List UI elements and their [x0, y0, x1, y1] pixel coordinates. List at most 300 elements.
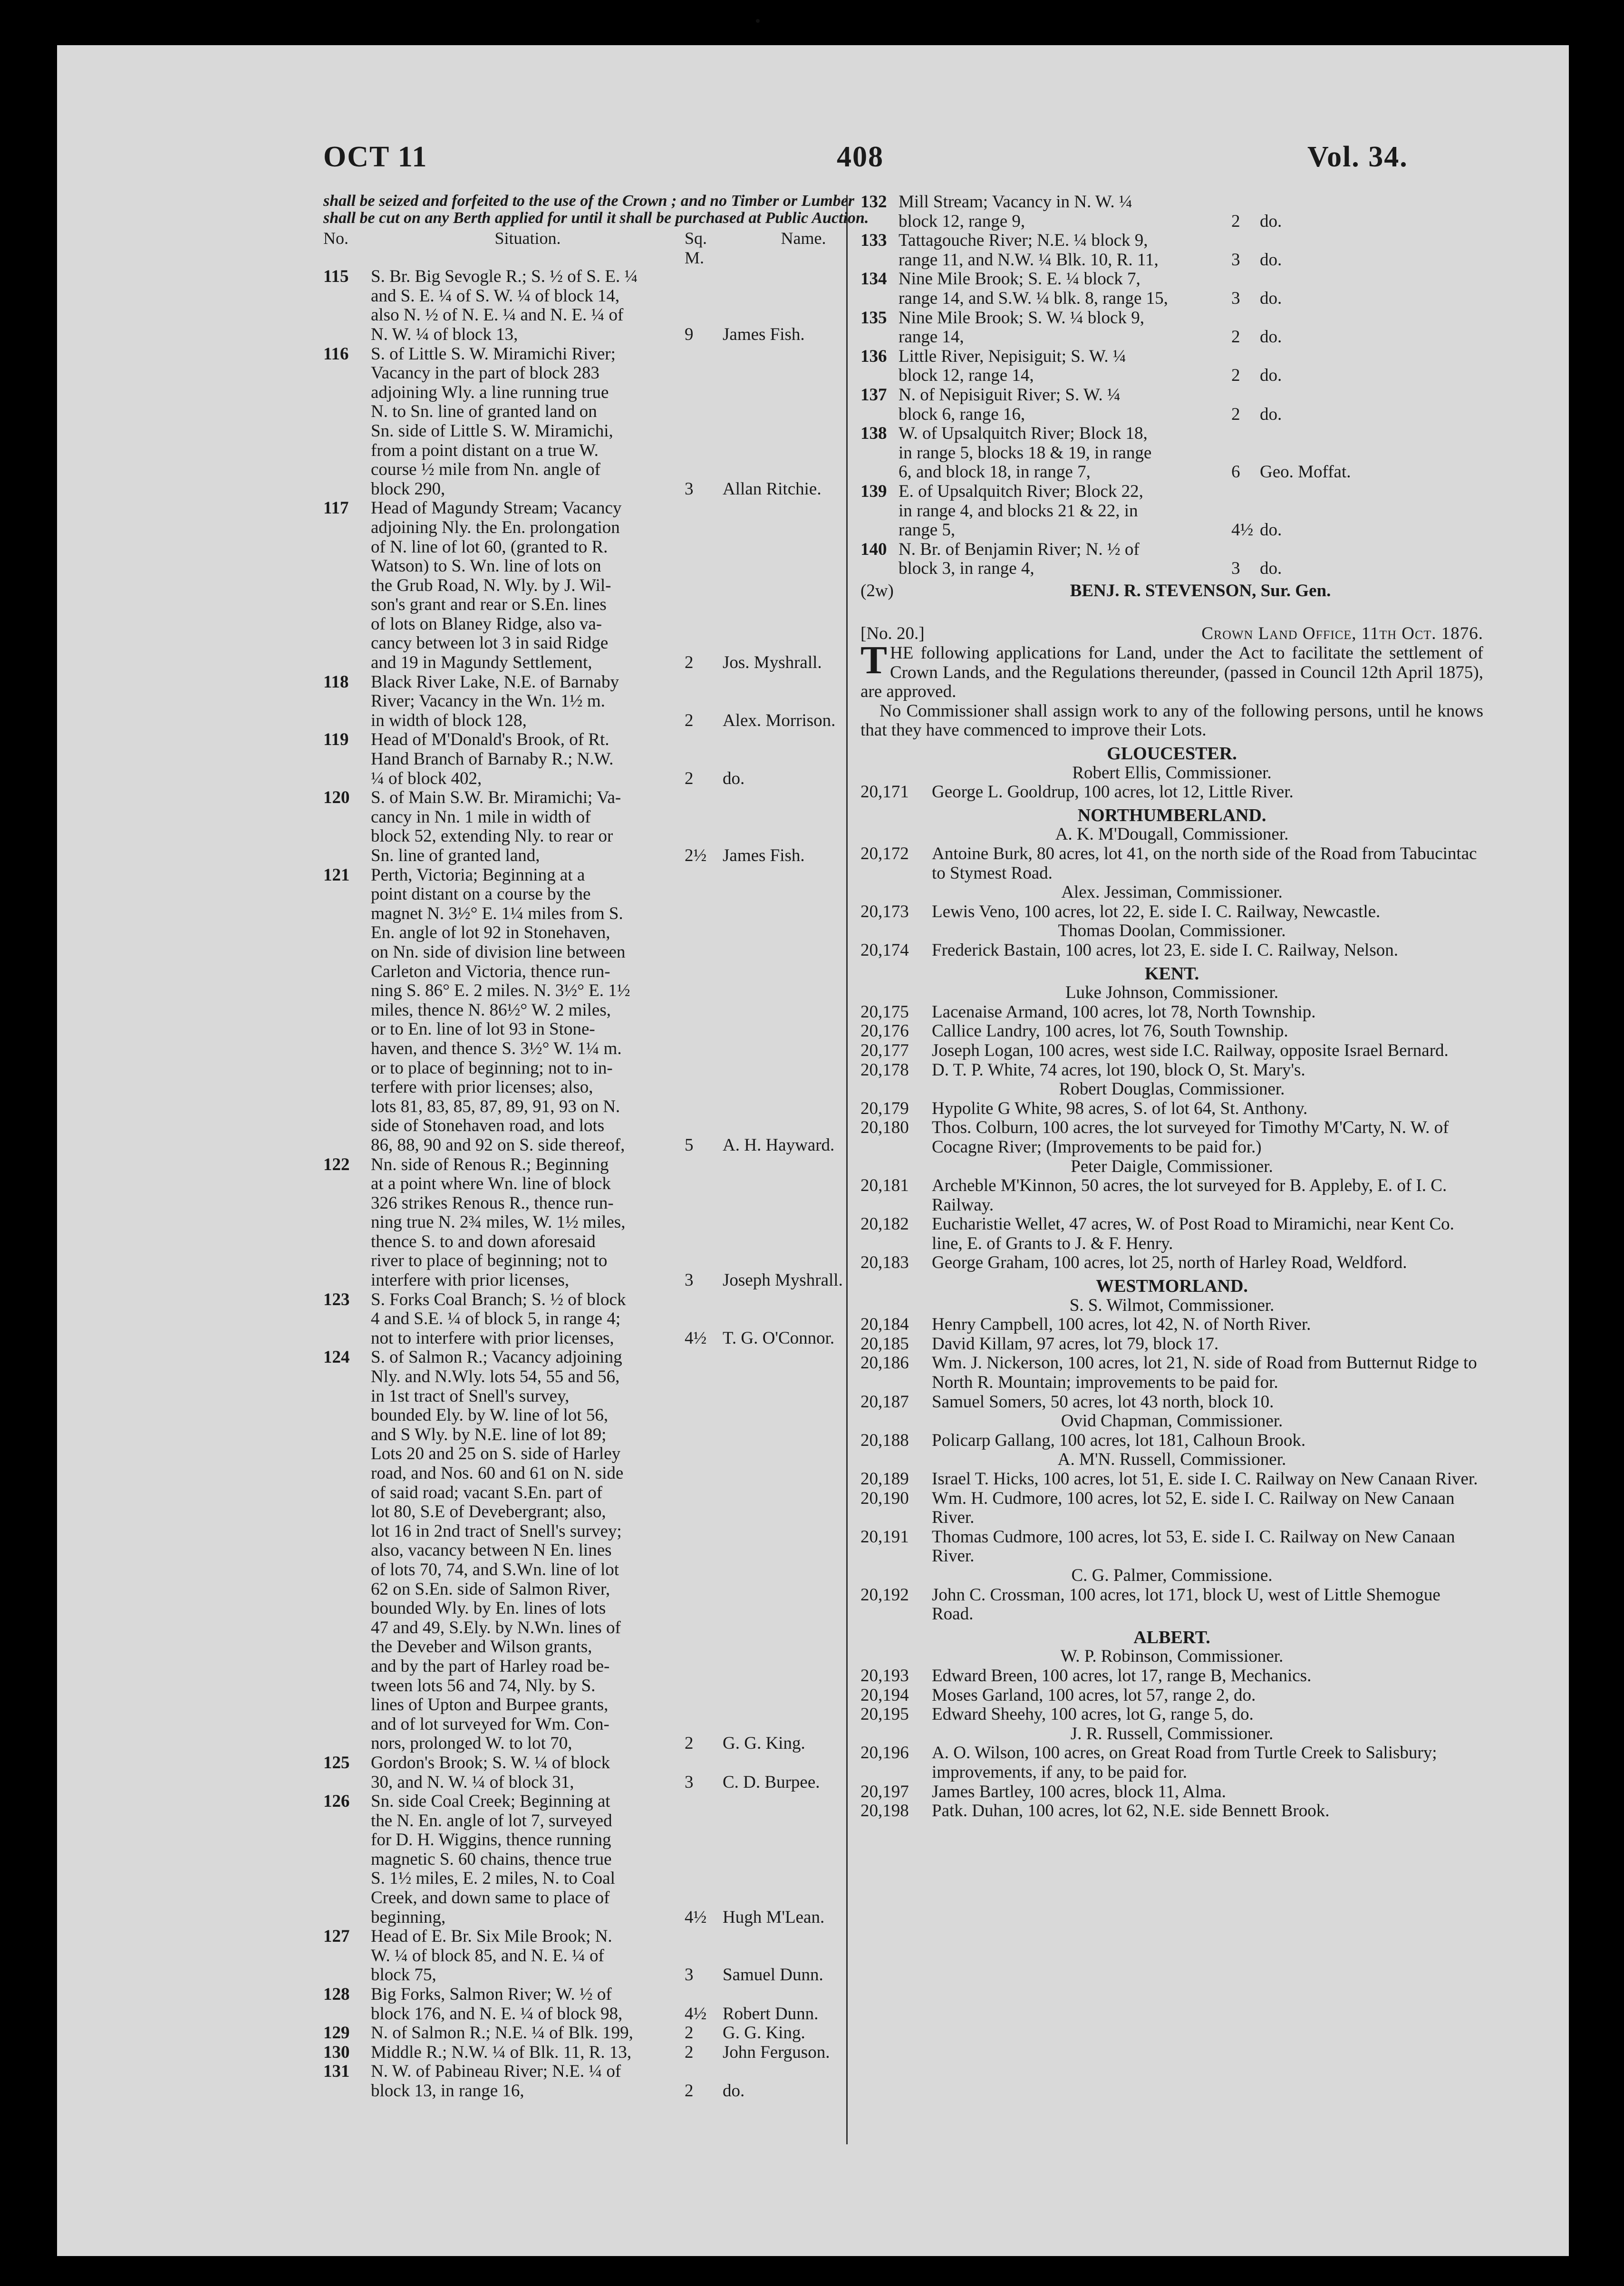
application-text: Policarp Gallang, 100 acres, lot 181, Calhoun Brook.: [932, 1430, 1306, 1450]
entry-situation: [899, 231, 1231, 270]
entry-situation: [371, 866, 685, 1155]
list-item: [860, 482, 1483, 540]
commissioner-name: S. S. Wilmot, Commissioner.: [1069, 1295, 1275, 1315]
entry-sqm: 2: [1231, 327, 1240, 347]
drop-cap: T: [860, 638, 888, 683]
application-entry: [860, 1354, 1483, 1392]
application-entry: [860, 1431, 1483, 1451]
situation-line: 326 strikes Renous R., thence run-: [371, 1193, 614, 1213]
commissioner-name: Alex. Jessiman, Commissioner.: [1061, 882, 1283, 902]
left-column: [323, 193, 889, 2101]
situation-line: lot 16 in 2nd tract of Snell's survey;: [371, 1521, 622, 1541]
notice-paragraph: [860, 702, 1483, 740]
application-entry: [860, 1686, 1483, 1705]
list-item: [323, 1290, 889, 1348]
situation-line: block 12, range 9,: [899, 211, 1025, 231]
list-item: [323, 345, 889, 499]
entry-situation: [371, 499, 685, 672]
situation-line: Carleton and Victoria, thence run-: [371, 961, 610, 981]
list-item: [860, 231, 1483, 270]
situation-line: magnetic S. 60 chains, thence true: [371, 1849, 612, 1869]
entry-sqm: 3: [1231, 559, 1240, 579]
application-number: 20,184: [860, 1315, 909, 1335]
situation-line: side of Stonehaven road, and lots: [371, 1116, 605, 1136]
situation-line: thence S. to and down aforesaid: [371, 1231, 596, 1251]
situation-line: Creek, and down same to place of: [371, 1888, 610, 1908]
application-entry: [860, 1586, 1483, 1624]
signature-tag: (2w): [860, 581, 894, 601]
application-entry: [860, 941, 1483, 960]
entry-name: C. D. Burpee.: [723, 1772, 820, 1792]
entry-number: 132: [860, 192, 887, 212]
situation-line: magnet N. 3½° E. 1¼ miles from S.: [371, 903, 623, 923]
commissioner-name: Thomas Doolan, Commissioner.: [1058, 921, 1286, 941]
application-text: A. O. Wilson, 100 acres, on Great Road from Turtle Creek to Salisbury; improvements, if any, to be paid for.: [932, 1743, 1437, 1782]
entry-name: do.: [1260, 366, 1282, 386]
application-number: 20,187: [860, 1392, 909, 1412]
situation-line: Sn. side of Little S. W. Miramichi,: [371, 421, 613, 441]
situation-line: block 13, in range 16,: [371, 2081, 524, 2101]
situation-line: course ½ mile from Nn. angle of: [371, 460, 600, 480]
entry-name: Samuel Dunn.: [723, 1965, 823, 1985]
application-entry: [860, 1744, 1483, 1782]
application-number: 20,171: [860, 782, 909, 802]
situation-line: Tattagouche River; N.E. ¼ block 9,: [899, 231, 1148, 251]
entry-name: do.: [1260, 327, 1282, 347]
entry-situation: [371, 1290, 685, 1348]
application-number: 20,179: [860, 1098, 909, 1118]
entry-name: Robert Dunn.: [723, 2004, 819, 2024]
application-entry: [860, 902, 1483, 922]
entry-name: T. G. O'Connor.: [723, 1328, 835, 1348]
application-text: Moses Garland, 100 acres, lot 57, range 2, do.: [932, 1685, 1256, 1705]
situation-line: Sn. line of granted land,: [371, 846, 540, 865]
entry-sqm: 4½: [1231, 520, 1254, 540]
volume-number: Vol. 34.: [1307, 141, 1408, 173]
situation-line: at a point where Wn. line of block: [371, 1174, 611, 1194]
application-text: Hypolite G White, 98 acres, S. of lot 64, St. Anthony.: [932, 1098, 1308, 1118]
list-item: [323, 730, 889, 788]
application-number: 20,176: [860, 1021, 909, 1041]
entry-situation: [371, 730, 685, 788]
application-entry: [860, 1099, 1483, 1119]
list-item: [860, 309, 1483, 347]
situation-line: 47 and 49, S.Ely. by N.Wn. lines of: [371, 1618, 621, 1637]
list-item: [323, 673, 889, 731]
entry-sqm: 6: [1231, 462, 1240, 482]
applications-list: [860, 744, 1483, 1821]
application-text: James Bartley, 100 acres, block 11, Alma.: [932, 1782, 1226, 1802]
situation-line: range 14,: [899, 327, 964, 347]
application-entry: [860, 1041, 1483, 1061]
situation-line: cancy between lot 3 in said Ridge: [371, 633, 609, 653]
application-entry: [860, 1022, 1483, 1041]
entry-sqm: 4½: [685, 2004, 707, 2024]
application-number: 20,197: [860, 1782, 909, 1802]
situation-line: adjoining Wly. a line running true: [371, 382, 609, 402]
application-text: George Graham, 100 acres, lot 25, north of Harley Road, Weldford.: [932, 1253, 1407, 1273]
entry-sqm: 4½: [685, 1328, 707, 1348]
entry-number: 115: [323, 267, 349, 287]
county-heading: KENT.: [1144, 963, 1199, 984]
situation-line: haven, and thence S. 3½° W. 1¼ m.: [371, 1038, 622, 1058]
entry-situation: [899, 482, 1231, 540]
commissioner-name: Luke Johnson, Commissioner.: [1065, 983, 1279, 1003]
situation-line: and S Wly. by N.E. line of lot 89;: [371, 1424, 607, 1444]
application-number: 20,185: [860, 1334, 909, 1354]
situation-line: Sn. side Coal Creek; Beginning at: [371, 1792, 610, 1811]
application-entry: [860, 1528, 1483, 1566]
application-entry: [860, 1061, 1483, 1080]
application-text: Henry Campbell, 100 acres, lot 42, N. of North River.: [932, 1315, 1311, 1335]
entry-number: 118: [323, 672, 349, 692]
entry-name: do.: [723, 768, 745, 788]
application-number: 20,194: [860, 1685, 909, 1705]
situation-line: N. of Salmon R.; N.E. ¼ of Blk. 199,: [371, 2023, 633, 2043]
situation-line: block 3, in range 4,: [899, 559, 1034, 579]
situation-line: Watson) to S. Wn. line of lots on: [371, 556, 601, 576]
list-item: [860, 193, 1483, 231]
situation-line: adjoining Nly. the En. prolongation: [371, 517, 620, 537]
county-heading: GLOUCESTER.: [1107, 744, 1237, 764]
entry-name: Allan Ritchie.: [723, 479, 822, 499]
situation-line: Mill Stream; Vacancy in N. W. ¼: [899, 192, 1132, 212]
application-number: 20,189: [860, 1469, 909, 1489]
list-item: [323, 1927, 889, 1985]
application-entry: [860, 1802, 1483, 1821]
situation-line: the Deveber and Wilson grants,: [371, 1637, 592, 1657]
situation-line: range 5,: [899, 520, 956, 540]
application-text: Frederick Bastain, 100 acres, lot 23, E. side I. C. Railway, Nelson.: [932, 940, 1398, 960]
situation-line: block 12, range 14,: [899, 366, 1034, 386]
entry-sqm: 3: [685, 1270, 694, 1290]
list-item: [860, 386, 1483, 424]
entry-number: 119: [323, 730, 349, 750]
entry-name: do.: [1260, 559, 1282, 579]
entry-number: 126: [323, 1792, 350, 1811]
situation-line: S. 1½ miles, E. 2 miles, N. to Coal: [371, 1869, 615, 1889]
application-text: Thomas Cudmore, 100 acres, lot 53, E. side I. C. Railway on New Canaan River.: [932, 1527, 1455, 1566]
notice-text-2: No Commissioner shall assign work to any of the following persons, until he knows that they have commenced to improve their Lots.: [860, 701, 1483, 740]
application-entry: [860, 1489, 1483, 1528]
entry-name: Alex. Morrison.: [723, 710, 836, 730]
entry-situation: [371, 788, 685, 865]
application-text: Israel T. Hicks, 100 acres, lot 51, E. side I. C. Railway on New Canaan River.: [932, 1469, 1478, 1489]
situation-line: on Nn. side of division line between: [371, 942, 626, 962]
entry-number: 128: [323, 1985, 350, 2005]
application-text: George L. Gooldrup, 100 acres, lot 12, Little River.: [932, 782, 1294, 802]
situation-line: S. of Main S.W. Br. Miramichi; Va-: [371, 788, 621, 808]
entry-name: James Fish.: [723, 324, 805, 344]
application-number: 20,193: [860, 1666, 909, 1685]
column-headers: [323, 229, 889, 267]
situation-line: road, and Nos. 60 and 61 on N. side: [371, 1463, 624, 1483]
application-text: Edward Breen, 100 acres, lot 17, range B, Mechanics.: [932, 1666, 1312, 1685]
situation-line: in range 5, blocks 18 & 19, in range: [899, 443, 1152, 463]
application-number: 20,192: [860, 1585, 909, 1605]
application-text: Edward Sheehy, 100 acres, lot G, range 5, do.: [932, 1705, 1254, 1724]
situation-line: River; Vacancy in the Wn. 1½ m.: [371, 691, 605, 711]
list-item: [323, 499, 889, 672]
situation-line: En. angle of lot 92 in Stonehaven,: [371, 923, 610, 943]
entry-name: do.: [1260, 250, 1282, 270]
entry-name: do.: [1260, 288, 1282, 308]
notice-office: Crown Land Office, 11th Oct. 1876.: [1201, 624, 1483, 644]
situation-line: Nine Mile Brook; S. E. ¼ block 7,: [899, 269, 1141, 289]
notice-number: [No. 20.]: [860, 624, 925, 644]
entry-sqm: 3: [685, 479, 694, 499]
entry-number: 130: [323, 2042, 350, 2062]
situation-line: Head of E. Br. Six Mile Brook; N.: [371, 1927, 612, 1947]
situation-line: lot 80, S.E of Devebergrant; also,: [371, 1502, 606, 1522]
entry-name: Joseph Myshrall.: [723, 1270, 843, 1290]
situation-line: N. of Nepisiguit River; S. W. ¼: [899, 385, 1121, 405]
application-text: Callice Landry, 100 acres, lot 76, South Township.: [932, 1021, 1288, 1041]
entry-number: 131: [323, 2062, 350, 2082]
application-text: Lewis Veno, 100 acres, lot 22, E. side I. C. Railway, Newcastle.: [932, 901, 1381, 921]
situation-line: range 14, and S.W. ¼ blk. 8, range 15,: [899, 288, 1168, 308]
entry-number: 124: [323, 1347, 350, 1367]
notice-paragraph: [860, 638, 1483, 702]
situation-line: in width of block 128,: [371, 710, 527, 730]
entry-sqm: 5: [685, 1135, 694, 1155]
entry-situation: [899, 270, 1231, 308]
page-number: 408: [837, 141, 884, 173]
commissioner-name: J. R. Russell, Commissioner.: [1070, 1724, 1274, 1744]
commissioner-name: A. M'N. Russell, Commissioner.: [1057, 1450, 1286, 1470]
situation-line: miles, thence N. 86½° W. 2 miles,: [371, 1000, 611, 1020]
application-entry: [860, 1315, 1483, 1335]
situation-line: of N. line of lot 60, (granted to R.: [371, 537, 608, 557]
entry-situation: [899, 309, 1231, 347]
application-number: 20,174: [860, 940, 909, 960]
commissioner-name: W. P. Robinson, Commissioner.: [1060, 1647, 1284, 1666]
list-item: [323, 1155, 889, 1290]
entry-number: 121: [323, 865, 350, 885]
application-number: 20,190: [860, 1488, 909, 1508]
entry-situation: [371, 2043, 685, 2063]
entry-number: 116: [323, 344, 349, 364]
situation-line: ning S. 86° E. 2 miles. N. 3½° E. 1½: [371, 981, 630, 1001]
situation-line: son's grant and rear or S.En. lines: [371, 595, 607, 615]
entry-sqm: 2: [1231, 404, 1240, 424]
situation-line: N. W. of Pabineau River; N.E. ¼ of: [371, 2062, 621, 2082]
situation-line: ning true N. 2¾ miles, W. 1½ miles,: [371, 1212, 626, 1232]
application-text: John C. Crossman, 100 acres, lot 171, block U, west of Little Shemogue Road.: [932, 1585, 1440, 1624]
entry-sqm: 9: [685, 324, 694, 344]
situation-line: Perth, Victoria; Beginning at a: [371, 865, 585, 885]
header-no: No.: [323, 229, 348, 248]
situation-line: in 1st tract of Snell's survey,: [371, 1386, 570, 1406]
entry-number: 134: [860, 269, 887, 289]
entry-sqm: 4½: [685, 1907, 707, 1927]
situation-line: block 75,: [371, 1965, 436, 1985]
application-text: Thos. Colburn, 100 acres, the lot surveyed for Timothy M'Carty, N. W. of Cocagne River; (Improvements to be paid for.): [932, 1118, 1449, 1157]
situation-line: lines of Upton and Burpee grants,: [371, 1695, 609, 1715]
situation-line: Lots 20 and 25 on S. side of Harley: [371, 1444, 621, 1464]
situation-line: bounded Ely. by W. line of lot 56,: [371, 1405, 609, 1425]
situation-line: tween lots 56 and 74, Nly. by S.: [371, 1676, 596, 1695]
commissioner-name: Ovid Chapman, Commissioner.: [1061, 1411, 1283, 1431]
intro-text: shall be seized and forfeited to the use of the Crown ; and no Timber or Lumber shall be cut on any Berth applied for until it shall be purchased at Public Auction.: [323, 192, 869, 227]
situation-line: Hand Branch of Barnaby R.; N.W.: [371, 749, 614, 769]
entry-number: 127: [323, 1927, 350, 1947]
application-number: 20,183: [860, 1253, 909, 1273]
newspaper-page: [57, 45, 1569, 2256]
situation-line: Vacancy in the part of block 283: [371, 363, 599, 383]
entry-sqm: 3: [685, 1772, 694, 1792]
situation-line: block 290,: [371, 479, 445, 499]
berth-list-right: [860, 193, 1483, 579]
entry-name: G. G. King.: [723, 1734, 805, 1753]
list-item: [323, 1985, 889, 2024]
entry-name: G. G. King.: [723, 2023, 805, 2043]
situation-line: 4 and S.E. ¼ of block 5, in range 4;: [371, 1309, 621, 1329]
application-entry: [860, 1782, 1483, 1802]
entry-sqm: 3: [685, 1965, 694, 1985]
header-sqm: Sq. M.: [685, 229, 707, 267]
situation-line: and 19 in Magundy Settlement,: [371, 653, 592, 673]
situation-line: W. of Upsalquitch River; Block 18,: [899, 424, 1148, 444]
commissioner-name: Robert Douglas, Commissioner.: [1059, 1079, 1285, 1099]
situation-line: Gordon's Brook; S. W. ¼ of block: [371, 1753, 610, 1773]
application-text: Samuel Somers, 50 acres, lot 43 north, block 10.: [932, 1392, 1274, 1412]
entry-number: 129: [323, 2023, 350, 2043]
situation-line: nors, prolonged W. to lot 70,: [371, 1734, 572, 1753]
application-number: 20,196: [860, 1743, 909, 1763]
right-column: [860, 193, 1483, 1821]
entry-name: James Fish.: [723, 846, 805, 865]
entry-situation: [371, 267, 685, 344]
entry-situation: [371, 1927, 685, 1985]
situation-line: also, vacancy between N En. lines: [371, 1540, 612, 1560]
notice-text-1: HE following applications for Land, under the Act to facilitate the settlement of Crown Lands, and the Regulations thereunder, (passed in Council 12th April 1875), are approved.: [860, 643, 1483, 702]
situation-line: E. of Upsalquitch River; Block 22,: [899, 481, 1143, 501]
entry-name: Geo. Moffat.: [1260, 462, 1351, 482]
entry-name: Jos. Myshrall.: [723, 653, 822, 673]
entry-name: Hugh M'Lean.: [723, 1907, 825, 1927]
situation-line: cancy in Nn. 1 mile in width of: [371, 807, 591, 827]
application-number: 20,173: [860, 901, 909, 921]
situation-line: or to En. line of lot 93 in Stone-: [371, 1019, 595, 1039]
entry-number: 133: [860, 231, 887, 251]
header-name: Name.: [781, 229, 826, 248]
county-heading: WESTMORLAND.: [1096, 1276, 1248, 1297]
situation-line: S. Forks Coal Branch; S. ½ of block: [371, 1289, 626, 1309]
situation-line: river to place of beginning; not to: [371, 1251, 608, 1271]
county-heading: ALBERT.: [1133, 1627, 1210, 1647]
application-entry: [860, 1393, 1483, 1412]
entry-situation: [371, 2024, 685, 2043]
entry-number: 136: [860, 346, 887, 366]
entry-number: 138: [860, 424, 887, 444]
situation-line: block 6, range 16,: [899, 404, 1025, 424]
application-entry: [860, 1176, 1483, 1215]
situation-line: of lots 70, 74, and S.Wn. line of lot: [371, 1560, 619, 1579]
situation-line: terfere with prior licenses; also,: [371, 1077, 593, 1097]
entry-number: 123: [323, 1289, 350, 1309]
application-text: Joseph Logan, 100 acres, west side I.C. Railway, opposite Israel Bernard.: [932, 1040, 1449, 1060]
situation-line: in range 4, and blocks 21 & 22, in: [899, 501, 1138, 521]
entry-situation: [899, 386, 1231, 424]
entry-situation: [371, 1985, 685, 2024]
situation-line: and by the part of Harley road be-: [371, 1656, 610, 1676]
commissioner-name: Peter Daigle, Commissioner.: [1071, 1156, 1273, 1176]
situation-line: interfere with prior licenses,: [371, 1270, 570, 1290]
application-entry: [860, 844, 1483, 883]
list-item: [323, 267, 889, 344]
application-entry: [860, 783, 1483, 802]
application-text: Antoine Burk, 80 acres, lot 41, on the north side of the Road from Tabucintac to Stymest Road.: [932, 844, 1477, 883]
entry-situation: [371, 1155, 685, 1290]
application-number: 20,177: [860, 1040, 909, 1060]
situation-line: block 52, extending Nly. to rear or: [371, 826, 613, 846]
situation-line: of lots on Blaney Ridge, also va-: [371, 614, 602, 634]
situation-line: Black River Lake, N.E. of Barnaby: [371, 672, 619, 692]
entry-number: 120: [323, 788, 350, 808]
application-number: 20,181: [860, 1176, 909, 1196]
commissioner-name: Robert Ellis, Commissioner.: [1072, 763, 1272, 783]
entry-sqm: 2: [685, 710, 694, 730]
signature: [860, 581, 1483, 601]
application-number: 20,180: [860, 1118, 909, 1138]
application-number: 20,195: [860, 1705, 909, 1724]
application-entry: [860, 1666, 1483, 1686]
situation-line: and S. E. ¼ of S. W. ¼ of block 14,: [371, 286, 620, 306]
entry-sqm: 2: [685, 2023, 694, 2043]
situation-line: S. Br. Big Sevogle R.; S. ½ of S. E. ¼: [371, 267, 638, 287]
entry-number: 139: [860, 481, 887, 501]
situation-line: Little River, Nepisiguit; S. W. ¼: [899, 346, 1126, 366]
entry-sqm: 2: [1231, 211, 1240, 231]
situation-line: point distant on a course by the: [371, 884, 591, 904]
situation-line: S. of Salmon R.; Vacancy adjoining: [371, 1347, 622, 1367]
list-item: [323, 1792, 889, 1927]
application-number: 20,178: [860, 1060, 909, 1080]
application-number: 20,186: [860, 1353, 909, 1373]
situation-line: ¼ of block 402,: [371, 768, 482, 788]
entry-name: do.: [723, 2081, 745, 2101]
application-entry: [860, 1253, 1483, 1273]
situation-line: bounded Wly. by En. lines of lots: [371, 1598, 606, 1618]
application-entry: [860, 1470, 1483, 1489]
entry-situation: [371, 345, 685, 499]
header-date: OCT 11: [323, 141, 428, 173]
situation-line: Nine Mile Brook; S. W. ¼ block 9,: [899, 308, 1144, 328]
entry-sqm: 3: [1231, 288, 1240, 308]
berth-list-left: [323, 267, 889, 2101]
application-text: Archeble M'Kinnon, 50 acres, the lot surveyed for B. Appleby, E. of I. C. Railway.: [932, 1176, 1447, 1215]
list-item: [860, 270, 1483, 308]
situation-line: lots 81, 83, 85, 87, 89, 91, 93 on N.: [371, 1096, 620, 1116]
entry-name: do.: [1260, 520, 1282, 540]
situation-line: or to place of beginning; not to in-: [371, 1058, 613, 1078]
list-item: [860, 424, 1483, 482]
application-entry: [860, 1335, 1483, 1354]
situation-line: for D. H. Wiggins, thence running: [371, 1830, 611, 1850]
situation-line: beginning,: [371, 1907, 446, 1927]
entry-situation: [371, 1792, 685, 1927]
entry-name: A. H. Hayward.: [723, 1135, 835, 1155]
entry-situation: [371, 2062, 685, 2101]
situation-line: the Grub Road, N. Wly. by J. Wil-: [371, 575, 611, 595]
application-number: 20,175: [860, 1002, 909, 1022]
situation-line: Nn. side of Renous R.; Beginning: [371, 1154, 609, 1174]
situation-line: W. ¼ of block 85, and N. E. ¼ of: [371, 1946, 604, 1966]
county-heading: NORTHUMBERLAND.: [1077, 805, 1266, 825]
entry-sqm: 2: [685, 768, 694, 788]
entry-situation: [371, 1753, 685, 1792]
